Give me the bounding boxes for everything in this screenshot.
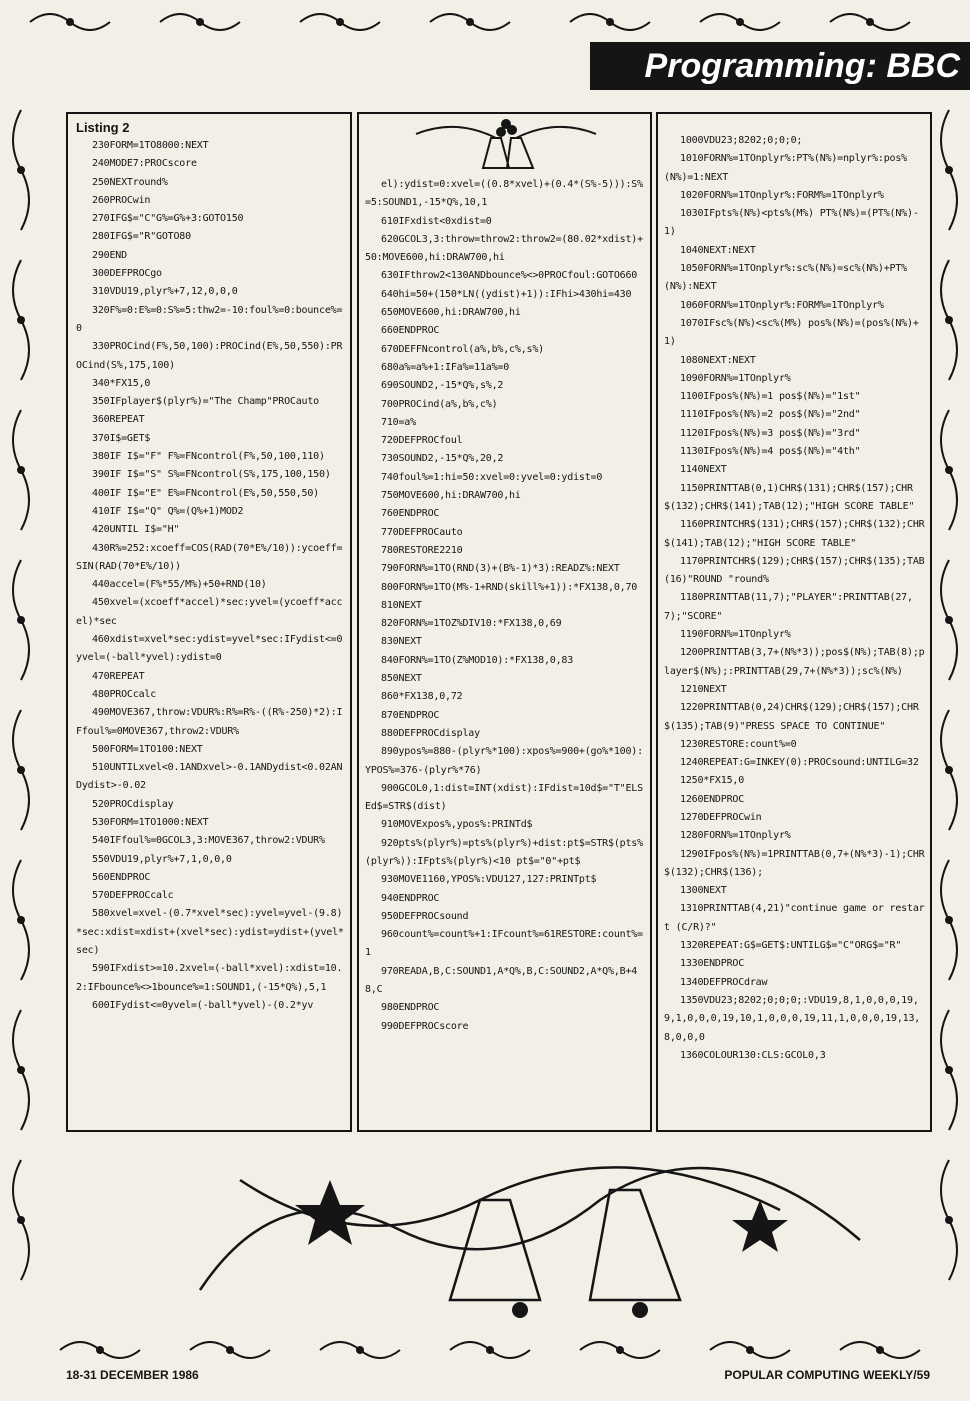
code-line: 1150PRINTTAB(0,1)CHR$(131);CHR$(157);CHR$(132);CHR$(141);TAB(12);"HIGH SCORE TABLE" <box>664 482 915 512</box>
code-line: 1100IFpos%(N%)=1 pos$(N%)="1st" <box>680 391 861 403</box>
code-line: 1070IFsc%(N%)<sc%(M%) pos%(N%)=(pos%(N%)+1) <box>664 317 919 348</box>
code-line: 1040NEXT:NEXT <box>680 244 756 256</box>
code-line: 970READA,B,C:SOUND1,A*Q%,B,C:SOUND2,A*Q%,B+48,C <box>365 965 638 996</box>
code-line: 650MOVE600,hi:DRAW700,hi <box>381 307 521 319</box>
code-line: 550VDU19,plyr%+7,1,0,0,0 <box>92 853 232 865</box>
code-line: 430R%=252:xcoeff=COS(RAD(70*E%/10)):ycoeff=SIN(RAD(70*E%/10)) <box>76 542 343 572</box>
code-line: 710=a% <box>381 416 416 428</box>
code-column-2 <box>357 112 652 1132</box>
code-line: 1190FORN%=1TOnplyr% <box>680 629 791 641</box>
code-line: 1120IFpos%(N%)=3 pos$(N%)="3rd" <box>680 427 861 439</box>
code-line: 980ENDPROC <box>381 1002 440 1014</box>
code-line: 310VDU19,plyr%+7,12,0,0,0 <box>92 286 238 298</box>
code-line: 540IFfoul%=0GCOL3,3:MOVE367,throw2:VDUR% <box>92 835 325 847</box>
code-line: 1290IFpos%(N%)=1PRINTTAB(0,7+(N%*3)-1);CHR$(132);CHR$(136); <box>664 848 925 878</box>
code-line: 1130IFpos%(N%)=4 pos$(N%)="4th" <box>680 446 861 458</box>
christmas-bells-illustration <box>180 1140 900 1330</box>
code-line: 1020FORN%=1TOnplyr%:FORM%=1TOnplyr% <box>680 189 884 201</box>
code-line: 1180PRINTTAB(11,7);"PLAYER":PRINTTAB(27,7);"SCORE" <box>664 592 913 622</box>
code-line: 660ENDPROC <box>381 325 440 337</box>
code-line: 600IFydist<=0yvel=(-ball*yvel)-(0.2*yv <box>92 999 314 1011</box>
code-line: 450xvel=(xcoeff*accel)*sec:yvel=(ycoeff*accel)*sec <box>76 597 343 627</box>
code-line: 720DEFPROCfoul <box>381 435 463 447</box>
code-line: 1230RESTORE:count%=0 <box>680 738 797 750</box>
code-line: 350IFplayer$(plyr%)="The Champ"PROCauto <box>92 396 319 408</box>
code-line: 320F%=0:E%=0:S%=5:thw2=-10:foul%=0:bounce%=0 <box>76 304 343 334</box>
code-line: 1050FORN%=1TOnplyr%:sc%(N%)=sc%(N%)+PT%(N%):NEXT <box>664 263 907 293</box>
code-line: 790FORN%=1TO(RND(3)+(B%-1)*3):READZ%:NEXT <box>381 563 620 575</box>
code-line: 690SOUND2,-15*Q%,s%,2 <box>381 380 504 392</box>
code-line: 370I$=GET$ <box>92 432 151 444</box>
code-line: 340*FX15,0 <box>92 377 151 389</box>
code-line: 1280FORN%=1TOnplyr% <box>680 830 791 842</box>
code-line: 1170PRINTCHR$(129);CHR$(157);CHR$(135);TAB(16)"ROUND "round% <box>664 555 925 586</box>
code-line: 1110IFpos%(N%)=2 pos$(N%)="2nd" <box>680 409 861 421</box>
code-line: 1220PRINTTAB(0,24)CHR$(129);CHR$(157);CHR$(135);TAB(9)"PRESS SPACE TO CONTINUE" <box>664 702 919 732</box>
code-line: 420UNTIL I$="H" <box>92 524 180 536</box>
code-line: 1210NEXT <box>680 683 727 695</box>
code-listing <box>664 132 926 1065</box>
code-line: 820FORN%=1TOZ%DIV10:*FX138,0,69 <box>381 618 562 630</box>
code-line: 1000VDU23;8202;0;0;0; <box>680 135 803 146</box>
code-line: 1060FORN%=1TOnplyr%:FORM%=1TOnplyr% <box>680 299 884 311</box>
code-line: 1090FORN%=1TOnplyr% <box>680 372 791 384</box>
code-line: 390IF I$="S" S%=FNcontrol(S%,175,100,150) <box>92 469 331 481</box>
code-line: 760ENDPROC <box>381 508 440 520</box>
code-line: 1260ENDPROC <box>680 793 745 805</box>
code-line: 410IF I$="Q" Q%=(Q%+1)MOD2 <box>92 505 244 517</box>
code-line: 380IF I$="F" F%=FNcontrol(F%,50,100,110) <box>92 451 325 463</box>
code-line: 1010FORN%=1TOnplyr%:PT%(N%)=nplyr%:pos%(N%)=1:NEXT <box>664 153 907 183</box>
code-line: 240MODE7:PROCscore <box>92 158 197 170</box>
holly-border-bottom <box>0 1330 970 1370</box>
bells-holly-icon <box>406 114 606 176</box>
code-line: 1340DEFPROCdraw <box>680 976 768 988</box>
code-line: 730SOUND2,-15*Q%,20,2 <box>381 453 504 465</box>
code-line: 250NEXTround% <box>92 176 168 188</box>
code-line: 830NEXT <box>381 636 422 648</box>
code-listing <box>365 176 646 1036</box>
code-line: 1330ENDPROC <box>680 958 745 970</box>
code-line: 460xdist=xvel*sec:ydist=yvel*sec:IFydist<=0yvel=(-ball*yvel):ydist=0 <box>76 634 343 664</box>
code-line: 880DEFPROCdisplay <box>381 727 480 739</box>
code-line: 860*FX138,0,72 <box>381 691 463 703</box>
code-line: 360REPEAT <box>92 414 145 426</box>
code-line: 640hi=50+(150*LN((ydist)+1)):IFhi>430hi=430 <box>381 288 632 300</box>
code-listing <box>76 137 344 1015</box>
code-line: 1200PRINTTAB(3,7+(N%*3));pos$(N%);TAB(8);player$(N%);:PRINTTAB(29,7+(N%*3));sc%(N%) <box>664 647 925 677</box>
code-line: 990DEFPROCscore <box>381 1020 469 1032</box>
code-line: 400IF I$="E" E%=FNcontrol(E%,50,550,50) <box>92 487 319 499</box>
code-line: 1360COLOUR130:CLS:GCOL0,3 <box>680 1049 826 1061</box>
code-line: 930MOVE1160,YPOS%:VDU127,127:PRINTpt$ <box>381 874 597 886</box>
code-line: 520PROCdisplay <box>92 798 174 810</box>
code-line: 1030IFpts%(N%)<pts%(M%) PT%(N%)=(PT%(N%)-1) <box>664 208 919 238</box>
code-line: 920pts%(plyr%)=pts%(plyr%)+dist:pt$=STR$(pts%(plyr%)):IFpts%(plyr%)<10 pt$="0"+pt$ <box>365 837 643 867</box>
code-line: 1080NEXT:NEXT <box>680 354 756 366</box>
code-line: 740foul%=1:hi=50:xvel=0:yvel=0:ydist=0 <box>381 471 603 483</box>
code-line: 680a%=a%+1:IFa%=11a%=0 <box>381 361 510 373</box>
code-line: 910MOVExpos%,ypos%:PRINTd$ <box>381 819 533 831</box>
code-line: 560ENDPROC <box>92 871 151 883</box>
code-line: 1240REPEAT:G=INKEY(0):PROCsound:UNTILG=32 <box>680 757 919 769</box>
listing-title: Listing 2 <box>76 120 130 135</box>
code-line: 870ENDPROC <box>381 709 440 721</box>
code-line: 1310PRINTTAB(4,21)"continue game or restart (C/R)?" <box>664 903 925 933</box>
code-line: 500FORM=1TO100:NEXT <box>92 743 203 755</box>
code-line: 440accel=(F%*55/M%)+50+RND(10) <box>92 579 267 591</box>
holly-border-right <box>928 90 970 1330</box>
code-line: 1300NEXT <box>680 885 727 897</box>
footer-publication: POPULAR COMPUTING WEEKLY/59 <box>724 1368 930 1382</box>
code-line: 480PROCcalc <box>92 688 157 700</box>
code-line: 610IFxdist<0xdist=0 <box>381 215 492 227</box>
code-line: 590IFxdist>=10.2xvel=(-ball*xvel):xdist=10.2:IFbounce%<>1bounce%=1:SOUND1,(-15*Q%),5,1 <box>76 963 343 993</box>
code-column-1 <box>66 112 352 1132</box>
code-line: 490MOVE367,throw:VDUR%:R%=R%-((R%-250)*2):IFfoul%=0MOVE367,throw2:VDUR% <box>76 707 343 737</box>
code-line: 960count%=count%+1:IFcount%=61RESTORE:count%=1 <box>365 929 643 959</box>
page-title: Programming: BBC <box>644 47 960 85</box>
code-line: 570DEFPROCcalc <box>92 890 174 902</box>
code-line: 1140NEXT <box>680 464 727 476</box>
code-line: 1250*FX15,0 <box>680 775 745 787</box>
code-line: 1270DEFPROCwin <box>680 811 762 823</box>
code-line: 300DEFPROCgo <box>92 268 162 280</box>
holly-border-left <box>0 90 42 1330</box>
code-line: 1160PRINTCHR$(131);CHR$(157);CHR$(132);CHR$(141);TAB(12);"HIGH SCORE TABLE" <box>664 519 925 549</box>
code-line: 580xvel=xvel-(0.7*xvel*sec):yvel=yvel-(9.8)*sec:xdist=xdist+(xvel*sec):ydist=ydist+(yvel*sec) <box>76 908 344 957</box>
code-line: 330PROCind(F%,50,100):PROCind(E%,50,550):PROCind(S%,175,100) <box>76 341 343 371</box>
code-line: 900GCOL0,1:dist=INT(xdist):IFdist=10d$="T"ELSEd$=STR$(dist) <box>365 782 643 813</box>
footer-date: 18-31 DECEMBER 1986 <box>66 1368 199 1382</box>
holly-border-top <box>0 0 970 40</box>
code-line: 770DEFPROCauto <box>381 526 463 538</box>
code-line: 260PROCwin <box>92 194 151 206</box>
code-line: 290END <box>92 249 127 261</box>
code-line: 890ypos%=880-(plyr%*100):xpos%=900+(go%*100):YPOS%=376-(plyr%*76) <box>365 746 643 776</box>
code-line: 670DEFFNcontrol(a%,b%,c%,s%) <box>381 343 544 355</box>
code-line: el):ydist=0:xvel=((0.8*xvel)+(0.4*(S%-5))):S%=5:SOUND1,-15*Q%,10,1 <box>365 179 643 209</box>
code-line: 1320REPEAT:G$=GET$:UNTILG$="C"ORG$="R" <box>680 940 902 952</box>
code-line: 230FORM=1TO8000:NEXT <box>92 140 209 151</box>
code-line: 950DEFPROCsound <box>381 910 469 922</box>
code-line: 700PROCind(a%,b%,c%) <box>381 398 498 410</box>
code-line: 780RESTORE2210 <box>381 544 463 556</box>
code-line: 840FORN%=1TO(Z%MOD10):*FX138,0,83 <box>381 654 574 666</box>
code-line: 940ENDPROC <box>381 892 440 904</box>
code-line: 800FORN%=1TO(M%-1+RND(skill%+1)):*FX138,0,70 <box>381 581 638 593</box>
code-line: 280IFG$="R"GOTO80 <box>92 231 191 243</box>
code-column-3 <box>656 112 932 1132</box>
code-line: 850NEXT <box>381 673 422 685</box>
code-line: 530FORM=1TO1000:NEXT <box>92 816 209 828</box>
code-line: 810NEXT <box>381 599 422 611</box>
code-line: 1350VDU23;8202;0;0;0;:VDU19,8,1,0,0,0,19,9,1,0,0,0,19,10,1,0,0,0,19,11,1,0,0,0,19,13,8,0,0,0 <box>664 994 921 1043</box>
code-line: 470REPEAT <box>92 670 145 682</box>
code-line: 630IFthrow2<130ANDbounce%<>0PROCfoul:GOTO660 <box>381 270 638 282</box>
code-line: 620GCOL3,3:throw=throw2:throw2=(80.02*xdist)+50:MOVE600,hi:DRAW700,hi <box>365 233 643 264</box>
code-line: 750MOVE600,hi:DRAW700,hi <box>381 490 521 502</box>
code-line: 270IFG$="C"G%=G%+3:GOTO150 <box>92 213 244 225</box>
code-line: 510UNTILxvel<0.1ANDxvel>-0.1ANDydist<0.02ANDydist>-0.02 <box>76 762 343 792</box>
